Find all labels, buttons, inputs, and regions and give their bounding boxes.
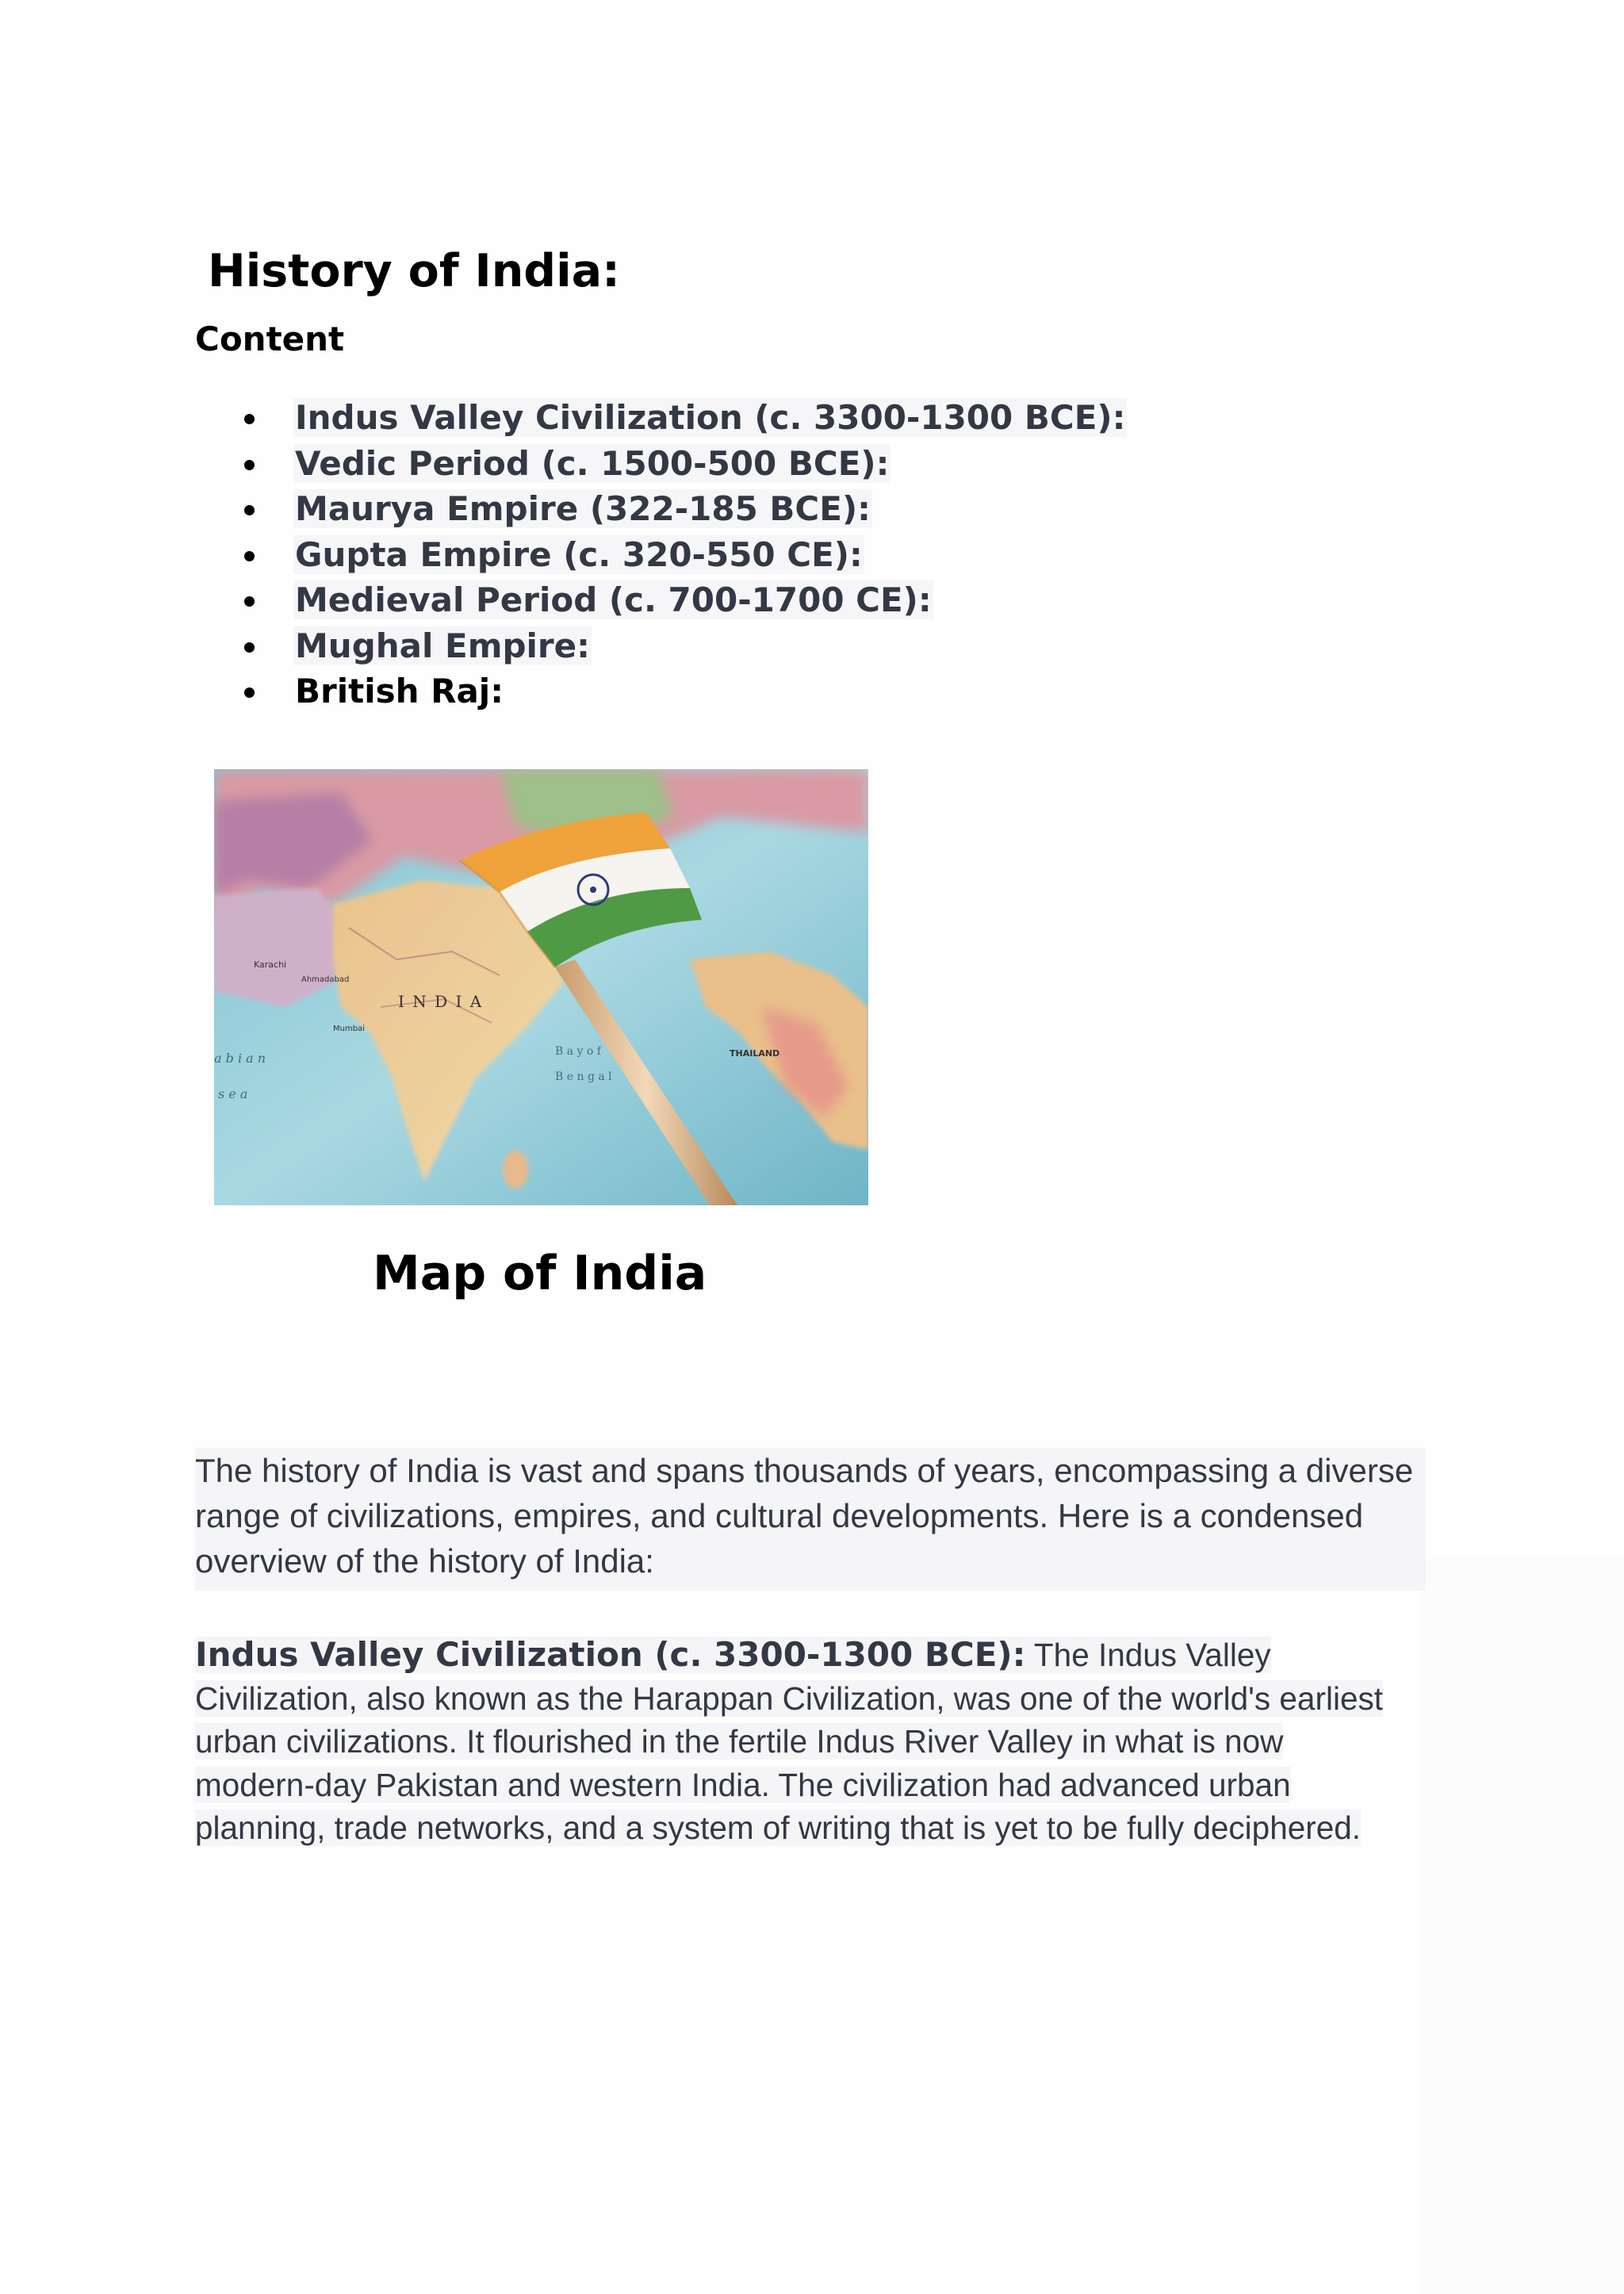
- section-text: planning, trade networks, and a system of writing that is yet to be fully deciphered.: [195, 1810, 1362, 1846]
- map-label: Ahmadabad: [301, 975, 350, 984]
- toc-item-label: Mughal Empire:: [295, 626, 590, 665]
- bullet-icon: [244, 551, 255, 561]
- indus-valley-section: [195, 1633, 1448, 1850]
- section-line: [195, 1720, 1448, 1764]
- bullet-icon: [244, 687, 255, 698]
- toc-item: [238, 532, 1127, 578]
- toc-item: [238, 441, 1127, 487]
- intro-paragraph: [195, 1448, 1426, 1591]
- map-label: Karachi: [254, 959, 287, 970]
- toc-item: [238, 577, 1127, 623]
- section-text: Civilization, also known as the Harappan Civilization, was one of the world's earliest: [195, 1679, 1383, 1717]
- intro-line: overview of the history of India:: [195, 1542, 654, 1580]
- section-text: The Indus Valley: [1025, 1637, 1271, 1673]
- bullet-icon: [244, 460, 255, 470]
- page-margin-shade: [1419, 1554, 1624, 2294]
- section-line: [195, 1677, 1448, 1721]
- toc-item: [238, 623, 1127, 669]
- bullet-icon: [244, 505, 255, 515]
- content-heading: Content: [195, 320, 345, 358]
- toc-item: [238, 395, 1127, 441]
- bullet-icon: [244, 642, 255, 653]
- table-of-contents: [238, 395, 1127, 714]
- bullet-icon: [244, 596, 255, 607]
- map-label: B e n g a l: [555, 1070, 612, 1083]
- section-line: [195, 1806, 1448, 1850]
- toc-item-label: Indus Valley Civilization (c. 3300-1300 BCE):: [295, 398, 1126, 437]
- toc-item-label: Gupta Empire (c. 320-550 CE):: [295, 534, 863, 574]
- image-caption: Map of India: [373, 1246, 707, 1301]
- toc-item: [238, 668, 1127, 714]
- section-text: modern-day Pakistan and western India. The civilization had advanced urban: [195, 1766, 1291, 1803]
- section-line: [195, 1764, 1448, 1807]
- section-text: urban civilizations. It flourished in the fertile Indus River Valley in what is now: [195, 1723, 1284, 1760]
- map-label: Mumbai: [333, 1024, 365, 1033]
- toc-item-label: Medieval Period (c. 700-1700 CE):: [295, 580, 932, 619]
- india-map-flag-image: [214, 769, 868, 1205]
- map-label: THAILAND: [730, 1048, 780, 1059]
- toc-item-label: Maurya Empire (322-185 BCE):: [295, 489, 871, 528]
- map-label: s e a: [218, 1086, 248, 1101]
- section-first-line: [195, 1633, 1448, 1677]
- intro-line: The history of India is vast and spans thousands of years, encompassing a diverse: [195, 1452, 1414, 1489]
- section-heading: Indus Valley Civilization (c. 3300-1300 BCE):: [195, 1635, 1026, 1674]
- toc-item-label: Vedic Period (c. 1500-500 BCE):: [295, 443, 890, 483]
- toc-item-label: British Raj:: [295, 672, 504, 710]
- bullet-icon: [244, 414, 255, 424]
- page-title: History of India:: [208, 245, 620, 297]
- map-label: B a y o f: [555, 1045, 601, 1058]
- map-label: I N D I A: [398, 992, 484, 1011]
- toc-item: [238, 486, 1127, 532]
- map-label: a b i a n: [214, 1051, 266, 1066]
- intro-line: range of civilizations, empires, and cultural developments. Here is a condensed: [195, 1497, 1364, 1534]
